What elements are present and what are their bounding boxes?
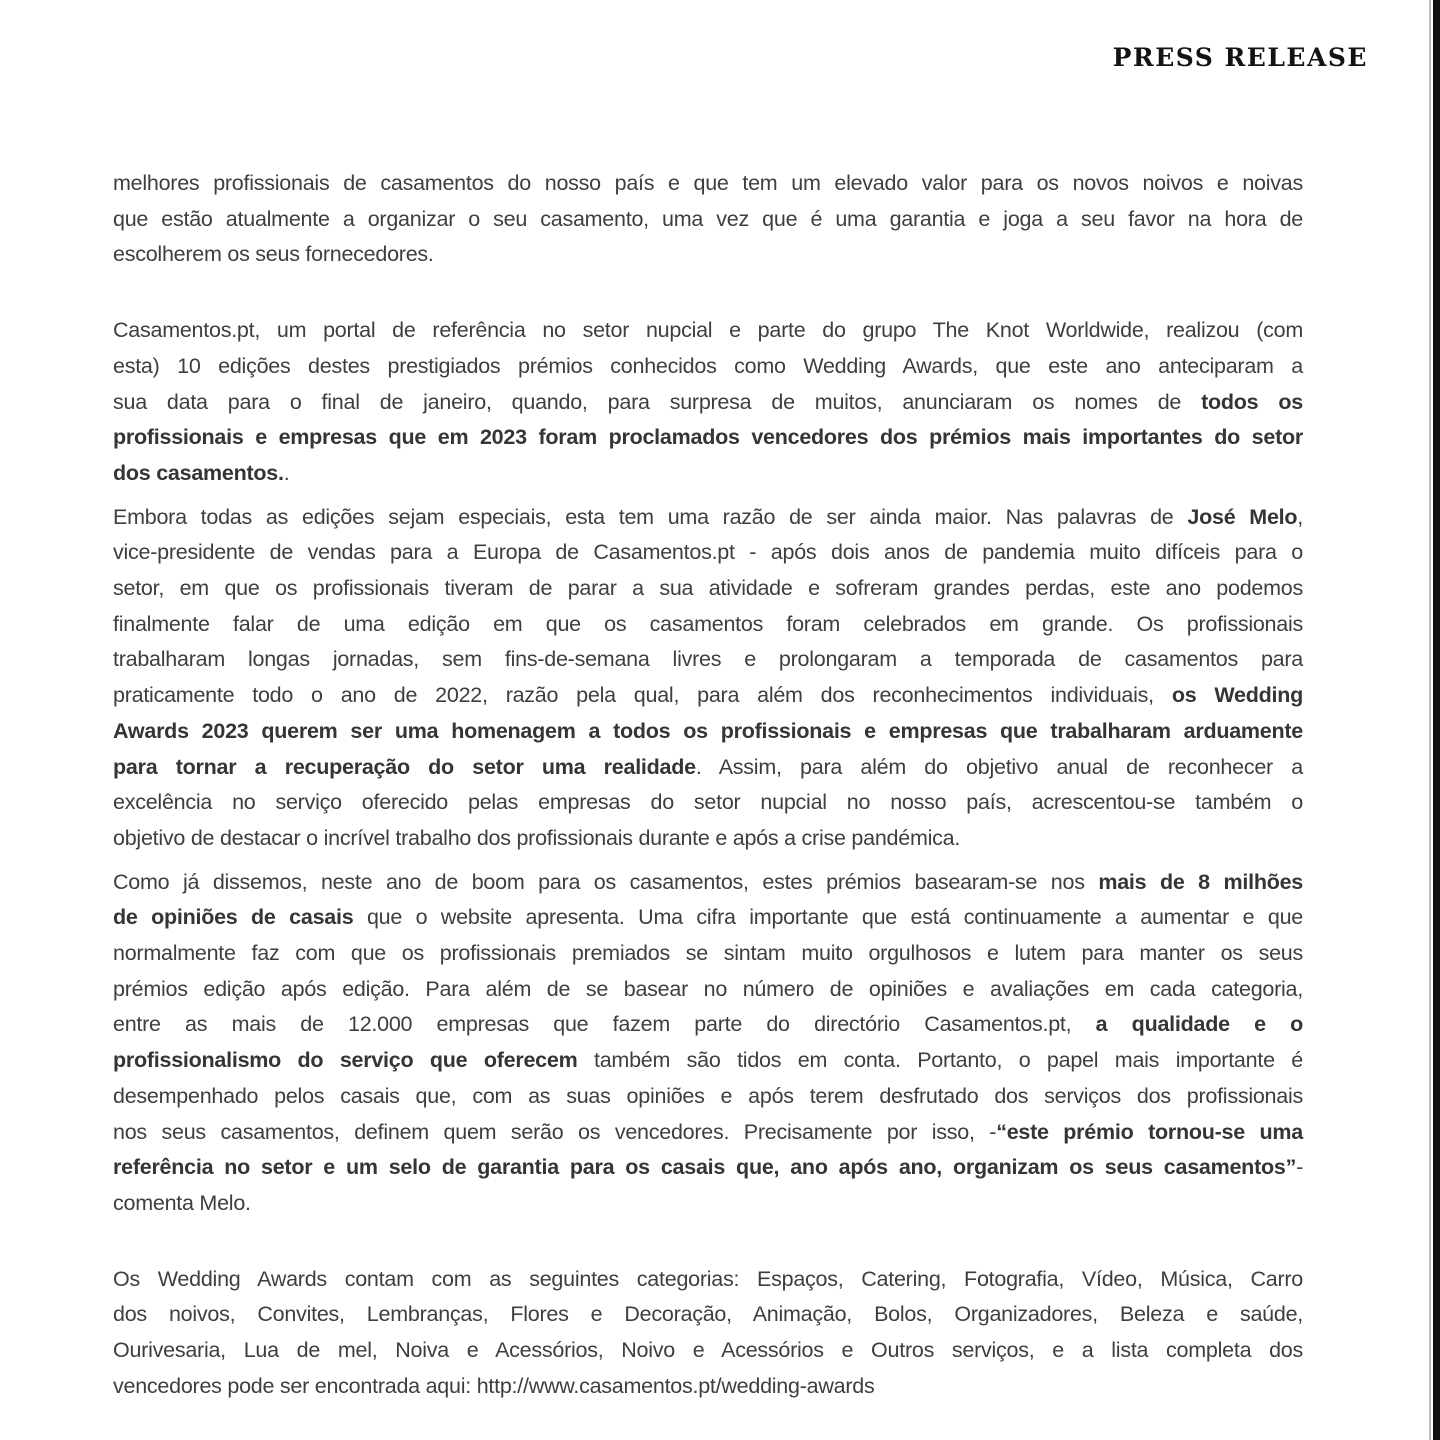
text-line [113, 1369, 1303, 1405]
text-line [113, 1079, 1303, 1115]
text-line [113, 349, 1303, 385]
press-release-title: PRESS RELEASE [1112, 43, 1368, 72]
text-run: Como já dissemos, neste ano de boom para os casamentos, estes prémios basearam-se nos [113, 869, 1099, 894]
text-line [113, 535, 1303, 571]
bold-text-run: de opiniões de casais [113, 905, 354, 930]
paragraph [113, 313, 1303, 492]
text-run: vice-presidente de vendas para a Europa de Casamentos.pt - após dois anos de pandemia muito difíceis para o [113, 540, 1303, 565]
text-run: normalmente faz com que os profissionais premiados se sintam muito orgulhosos e lutem para manter os seus [113, 941, 1303, 966]
text-line [113, 821, 1303, 857]
text-line [113, 1007, 1303, 1043]
text-run: nos seus casamentos, definem quem serão os vencedores. Precisamente por isso, - [113, 1119, 997, 1144]
text-run: Os Wedding Awards contam com as seguintes categorias: Espaços, Catering, Fotografia, Vídeo, Música, Carro [113, 1266, 1303, 1291]
bold-text-run: dos casamentos. [113, 460, 284, 485]
document-body [113, 166, 1303, 1405]
text-line [113, 972, 1303, 1008]
bold-text-run: referência no setor e um selo de garantia para os casais que, ano após ano, organizam os seus casamentos” [113, 1155, 1297, 1180]
text-run: . Assim, para além do objetivo anual de reconhecer a [695, 754, 1303, 779]
text-run: também são tidos em conta. Portanto, o papel mais importante é [577, 1048, 1303, 1073]
text-run: objetivo de destacar o incrível trabalho dos profissionais durante e após a crise pandémica. [113, 825, 961, 850]
text-line [113, 237, 1303, 273]
text-run: dos noivos, Convites, Lembranças, Flores e Decoração, Animação, Bolos, Organizadores, Beleza e saúde, [113, 1302, 1303, 1327]
text-line [113, 714, 1303, 750]
text-line [113, 166, 1303, 202]
text-line [113, 1333, 1303, 1369]
text-line [113, 1297, 1303, 1333]
text-run: excelência no serviço oferecido pelas empresas do setor nupcial no nosso país, acrescentou-se também o [113, 790, 1303, 815]
text-run: que o website apresenta. Uma cifra importante que está continuamente a aumentar e que [353, 905, 1303, 930]
text-run: desempenhado pelos casais que, com as suas opiniões e após terem desfrutado dos serviços dos profissionais [113, 1083, 1303, 1108]
paragraph [113, 500, 1303, 857]
text-line [113, 1186, 1303, 1222]
bold-text-run: mais de 8 milhões [1098, 869, 1304, 894]
text-line [113, 1262, 1303, 1298]
text-line [113, 785, 1303, 821]
text-run: praticamente todo o ano de 2022, razão pela qual, para além dos reconhecimentos individuais, [113, 683, 1172, 708]
text-run: vencedores pode ser encontrada aqui: [113, 1373, 477, 1398]
text-run: esta) 10 edições destes prestigiados prémios conhecidos como Wedding Awards, que este ano anteciparam a [113, 353, 1303, 378]
bold-text-run: os Wedding [1171, 683, 1303, 708]
text-run: , [1297, 504, 1303, 529]
text-run: trabalharam longas jornadas, sem fins-de-semana livres e prolongaram a temporada de casamentos para [113, 647, 1303, 672]
text-run: finalmente falar de uma edição em que os casamentos foram celebrados em grande. Os profissionais [113, 611, 1303, 636]
text-line [113, 607, 1303, 643]
text-line [113, 385, 1303, 421]
paragraph [113, 166, 1303, 273]
text-run: Ourivesaria, Lua de mel, Noiva e Acessórios, Noivo e Acessórios e Outros serviços, e a lista completa dos [113, 1338, 1303, 1363]
bold-text-run: para tornar a recuperação do setor uma realidade [113, 754, 696, 779]
text-run: prémios edição após edição. Para além de se basear no número de opiniões e avaliações em cada categoria, [113, 976, 1303, 1001]
text-run: . [283, 460, 290, 485]
text-run: Embora todas as edições sejam especiais, esta tem uma razão de ser ainda maior. Nas palavras de [113, 504, 1188, 529]
scan-edge-hairline [1429, 0, 1431, 1440]
text-line [113, 456, 1303, 492]
text-run: setor, em que os profissionais tiveram de parar a sua atividade e sofreram grandes perdas, este ano podemos [113, 576, 1303, 601]
text-run: - [1296, 1155, 1303, 1180]
text-line [113, 865, 1303, 901]
wedding-awards-url: http://www.casamentos.pt/wedding-awards [476, 1373, 875, 1398]
text-line [113, 202, 1303, 238]
paragraph [113, 865, 1303, 1222]
bold-text-run: profissionalismo do serviço que oferecem [113, 1048, 578, 1073]
bold-text-run: todos os [1201, 389, 1303, 414]
scan-edge-strip [1433, 0, 1440, 1440]
text-line [113, 1115, 1303, 1151]
bold-text-run: profissionais e empresas que em 2023 foram proclamados vencedores dos prémios mais importantes do setor [113, 425, 1303, 450]
text-line [113, 571, 1303, 607]
paragraph [113, 1262, 1303, 1405]
text-line [113, 1043, 1303, 1079]
bold-text-run: José Melo [1187, 504, 1298, 529]
text-run: Casamentos.pt, um portal de referência no setor nupcial e parte do grupo The Knot Worldwide, realizou (com [113, 318, 1303, 343]
bold-text-run: a qualidade e o [1095, 1012, 1303, 1037]
text-run: melhores profissionais de casamentos do nosso país e que tem um elevado valor para os novos noivos e noivas [113, 171, 1303, 195]
text-line [113, 900, 1303, 936]
text-line [113, 678, 1303, 714]
text-run: escolherem os seus fornecedores. [113, 242, 434, 267]
bold-text-run: “este prémio tornou-se uma [996, 1119, 1303, 1144]
text-run: comenta Melo. [113, 1190, 251, 1215]
text-line [113, 420, 1303, 456]
text-run: entre as mais de 12.000 empresas que fazem parte do directório Casamentos.pt, [113, 1012, 1096, 1037]
text-line [113, 642, 1303, 678]
text-run: sua data para o final de janeiro, quando, para surpresa de muitos, anunciaram os nomes de [113, 389, 1202, 414]
text-line [113, 313, 1303, 349]
text-line [113, 936, 1303, 972]
bold-text-run: Awards 2023 querem ser uma homenagem a todos os profissionais e empresas que trabalharam arduamente [113, 718, 1303, 743]
text-line [113, 750, 1303, 786]
text-line [113, 500, 1303, 536]
text-run: que estão atualmente a organizar o seu casamento, uma vez que é uma garantia e joga a seu favor na hora de [113, 206, 1303, 231]
text-line [113, 1150, 1303, 1186]
